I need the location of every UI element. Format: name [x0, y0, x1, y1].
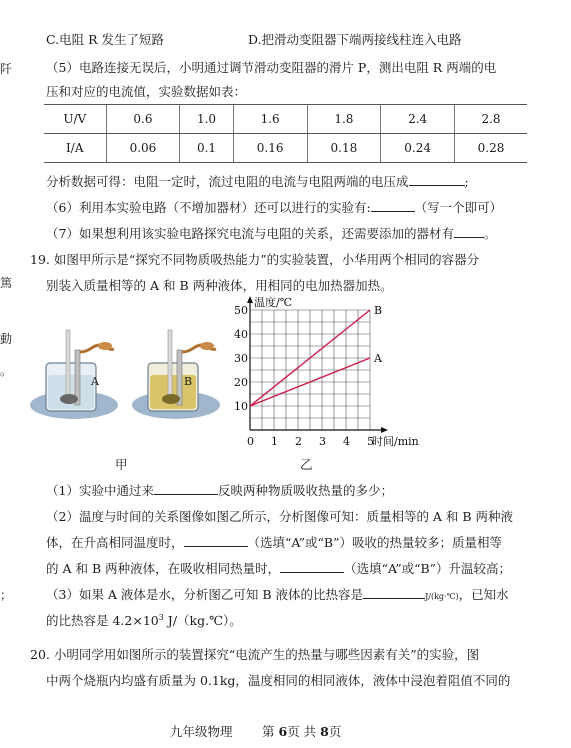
answer-blank[interactable] — [154, 482, 218, 495]
thermometer — [168, 330, 172, 400]
table-cell: 0.6 — [106, 105, 180, 134]
footer-subject: 九年级物理 — [170, 724, 233, 739]
sub3-text-d: J/（kg.℃）。 — [163, 613, 242, 628]
page-post: 页 — [328, 724, 342, 739]
table-row — [44, 105, 527, 134]
q19-line1: 19. 如图甲所示是“探究不同物质吸热能力”的实验装置，小华用两个相同的容器分 — [30, 252, 480, 267]
data-table — [44, 104, 527, 163]
q19-line2: 别装入质量相等的 A 和 B 两种液体，用相同的电加热器加热。 — [46, 278, 393, 293]
answer-blank[interactable] — [371, 199, 415, 212]
y-tick-label: 20 — [234, 376, 248, 389]
unit-label: J/(kg·℃) — [425, 592, 459, 601]
q20-line2: 中两个烧瓶内均盛有质量为 0.1kg，温度相同的相同液体，液体中浸泡着阻值不同的 — [46, 673, 511, 688]
table-cell: 0.1 — [180, 134, 233, 163]
sub2-text: 体，在升高相同温度时， — [46, 535, 184, 550]
sub2-text-e: （选填“A”或“B”）升温较高； — [344, 561, 512, 576]
margin-char: 篤 — [0, 276, 13, 290]
q6-text: （6）利用本实验电路（不增加器材）还可以进行的实验有: — [46, 200, 371, 215]
x-tick-label: 0 — [247, 435, 254, 448]
margin-char: ； — [0, 588, 13, 602]
q7-line: （7）如果想利用该实验电路探究电流与电阻的关系，还需要添加的器材有 。 — [46, 226, 497, 241]
y-tick-label: 40 — [234, 328, 248, 341]
y-axis-label: 温度/℃ — [254, 296, 293, 309]
sub1-text-b: 反映两种物质吸收热量的多少； — [217, 483, 393, 498]
answer-blank[interactable] — [409, 173, 465, 186]
table-cell: 0.28 — [455, 134, 527, 163]
analysis-text: 分析数据可得：电阻一定时，流过电阻的电流与电阻两端的电压成 — [46, 174, 409, 189]
sub1-line — [46, 481, 393, 499]
sub2-text-c: （选填“A”或“B”）吸收的热量较多；质量相等 — [247, 535, 502, 550]
table-cell: 0.16 — [233, 134, 307, 163]
table-cell: 1.8 — [307, 105, 381, 134]
table-cell: 1.0 — [180, 105, 233, 134]
sub1-text: （1）实验中通过来 — [46, 483, 154, 498]
beaker-b-label: B — [184, 375, 193, 388]
q5-line1: （5）电路连接无误后，小明通过调节滑动变阻器的滑片 P，测出电阻 R 两端的电 — [46, 60, 497, 75]
sub2-line2 — [46, 533, 502, 551]
table-cell: 0.24 — [381, 134, 455, 163]
x-tick-label: 3 — [319, 435, 326, 448]
temperature-chart — [226, 296, 434, 456]
q6-line — [46, 198, 502, 216]
option-c: C.电阻 R 发生了短路 — [46, 32, 164, 47]
page-pre: 第 — [262, 724, 275, 739]
q20-line1: 20. 小明同学用如图所示的装置探究“电流产生的热量与哪些因素有关”的实验，图 — [30, 647, 480, 662]
margin-char: 阡 — [0, 62, 13, 76]
footer-page — [262, 722, 341, 740]
table-cell: 0.06 — [106, 134, 180, 163]
sub2-line1: （2）温度与时间的关系图像如图乙所示，分析图像可知：质量相等的 A 和 B 两种液 — [46, 509, 514, 524]
answer-blank[interactable] — [363, 586, 425, 599]
exponent: 3 — [158, 612, 164, 622]
caption-yi: 乙 — [300, 457, 313, 472]
plug — [200, 342, 214, 350]
caption-jia: 甲 — [115, 457, 128, 472]
thermometer — [66, 330, 70, 400]
x-tick-label: 5 — [367, 435, 374, 448]
q6-hint: （写一个即可） — [414, 200, 503, 215]
table-cell: U/V — [44, 105, 106, 134]
page-mid: 页 共 — [287, 724, 317, 739]
heater-coil — [162, 394, 180, 404]
heater-coil — [60, 394, 78, 404]
y-tick-label: 10 — [234, 400, 248, 413]
page-number: 6 — [278, 724, 288, 739]
answer-blank[interactable] — [454, 225, 484, 238]
answer-blank[interactable] — [280, 560, 344, 573]
answer-blank[interactable] — [184, 534, 248, 547]
y-tick-label: 50 — [234, 304, 248, 317]
beaker-a-label: A — [91, 375, 99, 388]
x-tick-label: 4 — [343, 435, 350, 448]
option-d: D.把滑动变阻器下端两接线柱连入电路 — [248, 32, 462, 47]
table-row — [44, 134, 527, 163]
series-label-a: A — [374, 352, 382, 365]
margin-char: 動 — [0, 332, 13, 346]
margin-char: 。 — [0, 364, 13, 378]
sub3-line1 — [46, 585, 509, 603]
sub2-line3 — [46, 559, 511, 577]
y-tick-label: 30 — [234, 352, 248, 365]
q7-text: （7）如果想利用该实验电路探究电流与电阻的关系，还需要添加的器材有 — [46, 226, 454, 241]
plug — [98, 342, 112, 350]
page-total: 8 — [320, 724, 329, 739]
table-cell: 1.6 — [233, 105, 307, 134]
sub2-text-d: 的 A 和 B 两种液体，在吸收相同热量时， — [46, 561, 281, 576]
table-cell: 2.8 — [455, 105, 527, 134]
sub3-line2 — [46, 611, 242, 629]
x-axis-arrow — [381, 427, 388, 433]
x-tick-label: 2 — [295, 435, 302, 448]
q5-line2: 压和对应的电流值，实验数据如表： — [46, 84, 247, 99]
beaker-apparatus — [26, 325, 231, 435]
y-axis-arrow — [247, 296, 253, 303]
table-cell: 0.18 — [307, 134, 381, 163]
sub3-text-b: ，已知水 — [458, 587, 509, 602]
table-cell: 2.4 — [381, 105, 455, 134]
series-label-b: B — [374, 304, 383, 317]
sub3-text: （3）如果 A 液体是水，分析图乙可知 B 液体的比热容是 — [46, 587, 364, 602]
x-axis-label: 时间/min — [372, 435, 419, 448]
analysis-line: 分析数据可得：电阻一定时，流过电阻的电流与电阻两端的电压成 ; — [46, 174, 469, 189]
x-tick-label: 1 — [271, 435, 278, 448]
table-cell: I/A — [44, 134, 106, 163]
sub3-text-c: 的比热容是 4.2×10 — [46, 613, 159, 628]
